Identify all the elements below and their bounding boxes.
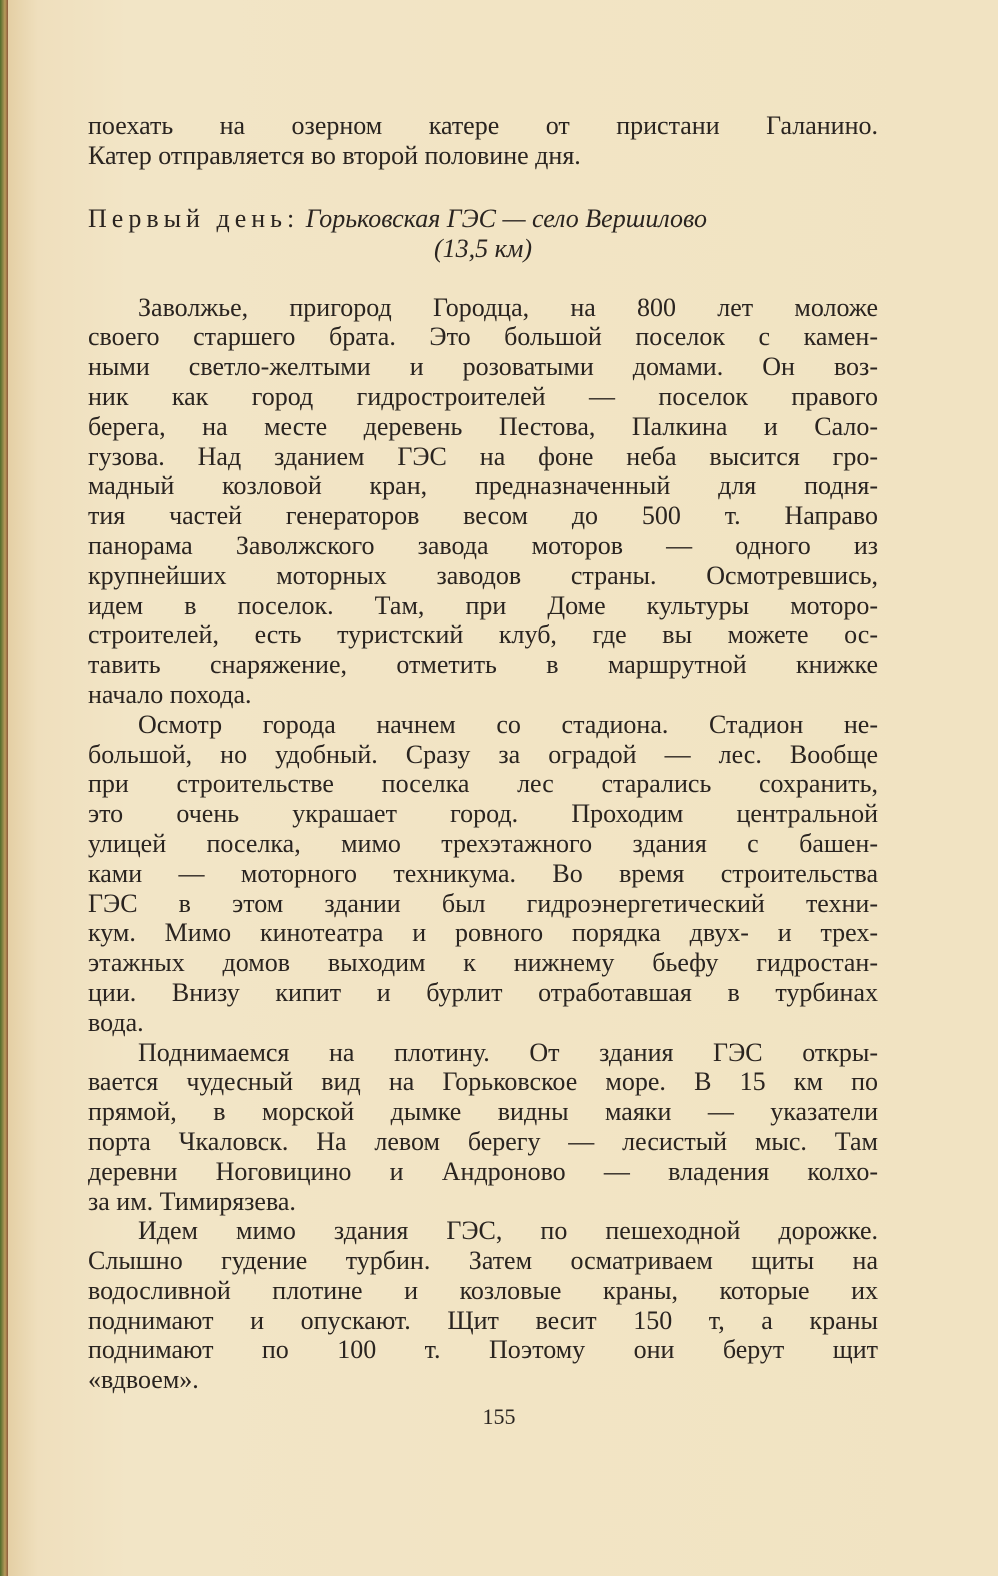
text-line: ции. Внизу кипит и бурлит отработавшая в турбинах — [88, 977, 878, 1007]
text-line: улицей поселка, мимо трехэтажного здания с башен- — [88, 828, 878, 858]
text-line: тавить снаряжение, отметить в маршрутной книжке — [88, 650, 878, 680]
text-line: вода. — [88, 1007, 144, 1037]
paragraph-2 — [88, 710, 878, 1038]
text-line: большой, но удобный. Сразу за оградой — лес. Вообще — [88, 739, 878, 769]
intro-line: Катер отправляется во второй половине дня. — [88, 140, 581, 170]
heading-prefix: Первый день: — [88, 203, 300, 233]
text-line: вается чудесный вид на Горьковское море. В 15 км по — [88, 1067, 878, 1097]
text-line: ками — моторного техникума. Во время строительства — [88, 858, 878, 888]
text-line: за им. Тимирязева. — [88, 1186, 296, 1216]
text-line: этажных домов выходим к нижнему бьефу гидростан- — [88, 948, 878, 978]
intro-block — [88, 111, 878, 171]
text-line: при строительстве поселка лес старались сохранить, — [88, 769, 878, 799]
paragraph-3 — [88, 1038, 878, 1217]
intro-line: поехать на озерном катере от пристани Галанино. — [88, 111, 878, 140]
text-line: строителей, есть туристский клуб, где вы можете ос- — [88, 620, 878, 650]
page-number: 155 — [482, 1404, 516, 1429]
paragraphs — [88, 293, 878, 1395]
text-line: тия частей генераторов весом до 500 т. Направо — [88, 501, 878, 531]
text-line: Слышно гудение турбин. Затем осматриваем щиты на — [88, 1246, 878, 1276]
text-line: начало похода. — [88, 679, 252, 709]
text-line: порта Чкаловск. На левом берегу — лесистый мыс. Там — [88, 1126, 878, 1156]
text-line: поднимают по 100 т. Поэтому они берут щит — [88, 1335, 878, 1365]
heading-line — [88, 204, 878, 234]
text-line: ГЭС в этом здании был гидроэнергетический техни- — [88, 888, 878, 918]
text-line: «вдвоем». — [88, 1365, 199, 1395]
page-text — [88, 111, 878, 1395]
paragraph-4 — [88, 1216, 878, 1395]
book-spine-edge — [0, 0, 8, 1576]
text-line: Осмотр города начнем со стадиона. Стадион не- — [138, 709, 878, 739]
text-line: панорама Заволжского завода моторов — одного из — [88, 530, 878, 560]
text-line: идем в поселок. Там, при Доме культуры моторо- — [88, 590, 878, 620]
section-heading — [88, 204, 878, 264]
text-line: ник как город гидростроителей — поселок правого — [88, 381, 878, 411]
text-line: берега, на месте деревень Пестова, Палкина и Сало- — [88, 411, 878, 441]
heading-title: Горьковская ГЭС — село Вершилово — [305, 203, 707, 233]
text-line: мадный козловой кран, предназначенный для подня- — [88, 471, 878, 501]
text-line: гузова. Над зданием ГЭС на фоне неба высится гро- — [88, 441, 878, 471]
text-line: поднимают и опускают. Щит весит 150 т, а краны — [88, 1305, 878, 1335]
text-line: водосливной плотине и козловые краны, которые их — [88, 1275, 878, 1305]
text-line: Заволжье, пригород Городца, на 800 лет моложе — [138, 292, 878, 322]
text-line: деревни Ноговицино и Андроново — владения колхо- — [88, 1156, 878, 1186]
text-line: крупнейших моторных заводов страны. Осмотревшись, — [88, 560, 878, 590]
text-line: своего старшего брата. Это большой поселок с камен- — [88, 322, 878, 352]
text-line: ными светло-желтыми и розоватыми домами. Он воз- — [88, 352, 878, 382]
text-line: Идем мимо здания ГЭС, по пешеходной дорожке. — [138, 1216, 878, 1246]
text-line: это очень украшает город. Проходим центральной — [88, 799, 878, 829]
paragraph-1 — [88, 293, 878, 710]
text-line: кум. Мимо кинотеатра и ровного порядка двух- и трех- — [88, 918, 878, 948]
book-page — [8, 0, 998, 1576]
text-line: Поднимаемся на плотину. От здания ГЭС откры- — [138, 1037, 878, 1067]
text-line: прямой, в морской дымке видны маяки — указатели — [88, 1097, 878, 1127]
heading-subtitle: (13,5 км) — [433, 233, 533, 263]
